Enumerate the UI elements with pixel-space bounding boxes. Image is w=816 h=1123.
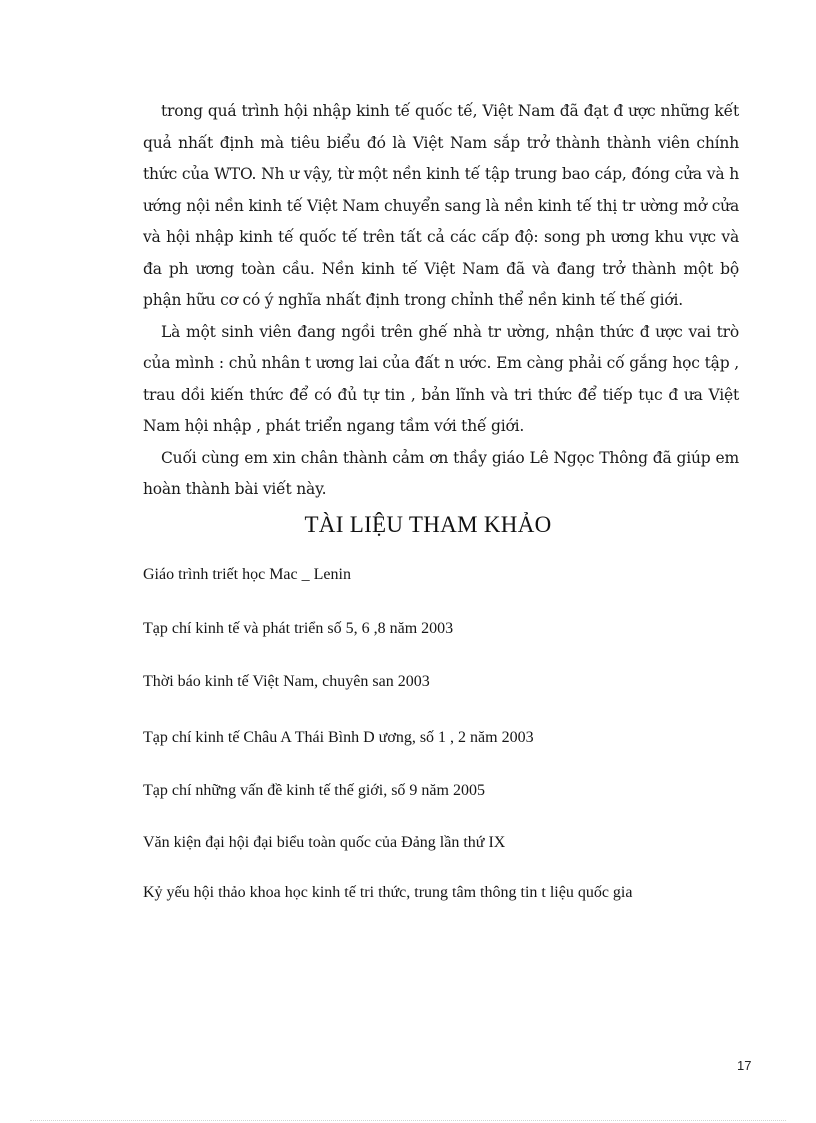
paragraph-integration: trong quá trình hội nhập kinh tế quốc tế, Việt Nam đã đạt đ ược những kết quả nhất định mà tiêu biểu đó là Việt Nam sắp trở thành thành viên chính thức của WTO. Nh ư vậy, từ một nền kinh tế tập trung bao cáp, đóng cửa và h ướng nội nền kinh tế Việt Nam chuyển sang là nền kinh tế thị tr ường mở cửa và hội nhập kinh tế quốc tế trên tất cả các cấp độ: song ph ương khu vực và đa ph ương toàn cầu. Nền kinh tế Việt Nam đã và đang trở thành một bộ phận hữu cơ có ý nghĩa nhất định trong chỉnh thể nền kinh tế thế giới. (143, 102, 739, 309)
paragraph-thanks: Cuối cùng em xin chân thành cảm ơn thầy giáo Lê Ngọc Thông đã giúp em hoàn thành bài viết này. (143, 448, 739, 498)
reference-item: Tạp chí những vấn đề kinh tế thế giới, số 9 năm 2005 (143, 782, 485, 799)
reference-item: Kỷ yếu hội thảo khoa học kinh tế tri thức, trung tâm thông tin t liệu quốc gia (143, 884, 633, 901)
references-heading: TÀI LIỆU THAM KHẢO (304, 512, 552, 537)
page-bottom-rule (30, 1120, 786, 1121)
reference-item: Tạp chí kinh tế Châu A Thái Bình D ương, số 1 , 2 năm 2003 (143, 729, 534, 746)
paragraph-student: Là một sinh viên đang ngồi trên ghế nhà tr ường, nhận thức đ ược vai trò của mình : chủ nhân t ương lai của đất n ước. Em càng phải cố gắng học tập , trau dồi kiến thức để có đủ tự tin , bản lĩnh và tri thức để tiếp tục đ ưa Việt Nam hội nhập , phát triển ngang tầm với thế giới. (143, 322, 739, 435)
reference-item: Giáo trình triết học Mac _ Lenin (143, 566, 351, 583)
reference-item: Thời báo kinh tế Việt Nam, chuyên san 2003 (143, 673, 430, 690)
body-text (143, 96, 739, 506)
reference-item: Tạp chí kinh tế và phát triển số 5, 6 ,8 năm 2003 (143, 620, 454, 637)
page-number: 17 (737, 1058, 752, 1073)
reference-item: Văn kiện đại hội đại biểu toàn quốc của Đảng lần thứ IX (143, 834, 506, 851)
